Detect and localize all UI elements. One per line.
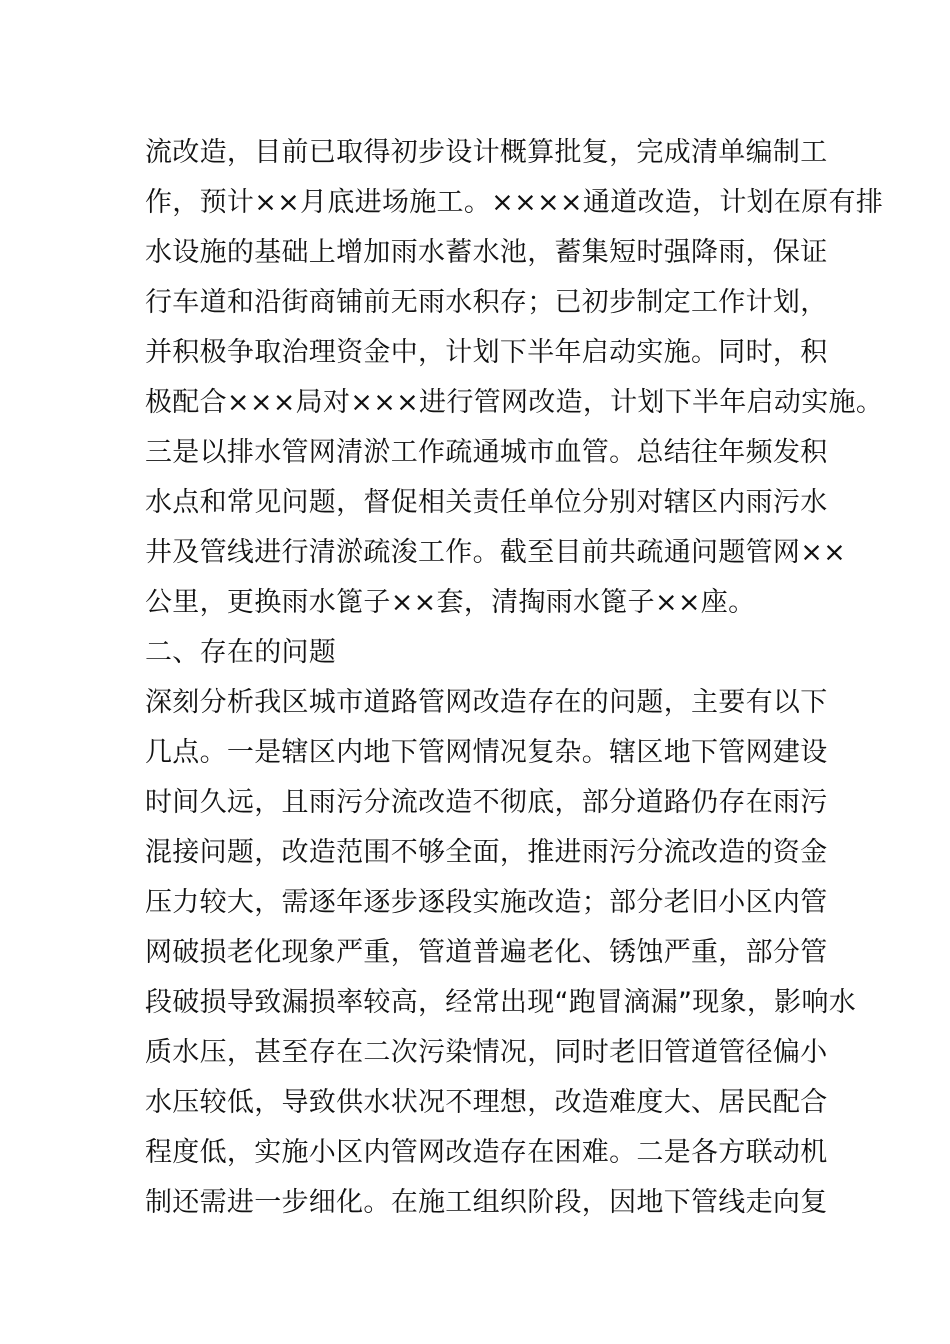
text-line: 时间久远，且雨污分流改造不彻底，部分道路仍存在雨污 bbox=[145, 787, 828, 818]
text-line: 质水压，甚至存在二次污染情况，同时老旧管道管径偏小 bbox=[145, 1037, 828, 1068]
text-line: 程度低，实施小区内管网改造存在困难。二是各方联动机 bbox=[145, 1137, 828, 1168]
text-line: 三是以排水管网清淤工作疏通城市血管。总结往年频发积 bbox=[145, 437, 828, 468]
body-text bbox=[145, 128, 884, 1228]
text-line: 极配合×××局对×××进行管网改造，计划下半年启动实施。 bbox=[145, 387, 884, 418]
text-line: 几点。一是辖区内地下管网情况复杂。辖区地下管网建设 bbox=[145, 737, 828, 768]
section-heading: 二、存在的问题 bbox=[145, 637, 337, 668]
text-line: 井及管线进行清淤疏浚工作。截至目前共疏通问题管网×× bbox=[145, 537, 847, 568]
text-line: 段破损导致漏损率较高，经常出现“跑冒滴漏”现象，影响水 bbox=[145, 987, 857, 1018]
text-line: 制还需进一步细化。在施工组织阶段，因地下管线走向复 bbox=[145, 1187, 828, 1218]
text-line: 行车道和沿街商铺前无雨水积存；已初步制定工作计划， bbox=[145, 287, 828, 318]
text-line: 深刻分析我区城市道路管网改造存在的问题，主要有以下 bbox=[145, 687, 828, 718]
text-line: 水设施的基础上增加雨水蓄水池，蓄集短时强降雨，保证 bbox=[145, 237, 828, 268]
text-line: 网破损老化现象严重，管道普遍老化、锈蚀严重，部分管 bbox=[145, 937, 828, 968]
text-line: 作，预计××月底进场施工。××××通道改造，计划在原有排 bbox=[145, 187, 884, 218]
text-line: 压力较大，需逐年逐步逐段实施改造；部分老旧小区内管 bbox=[145, 887, 828, 918]
text-line: 混接问题，改造范围不够全面，推进雨污分流改造的资金 bbox=[145, 837, 828, 868]
text-line: 水压较低，导致供水状况不理想，改造难度大、居民配合 bbox=[145, 1087, 828, 1118]
text-line: 并积极争取治理资金中，计划下半年启动实施。同时，积 bbox=[145, 337, 828, 368]
text-line: 水点和常见问题，督促相关责任单位分别对辖区内雨污水 bbox=[145, 487, 828, 518]
text-line: 流改造，目前已取得初步设计概算批复，完成清单编制工 bbox=[145, 137, 828, 168]
text-line: 公里，更换雨水篦子××套，清掏雨水篦子××座。 bbox=[145, 587, 756, 618]
